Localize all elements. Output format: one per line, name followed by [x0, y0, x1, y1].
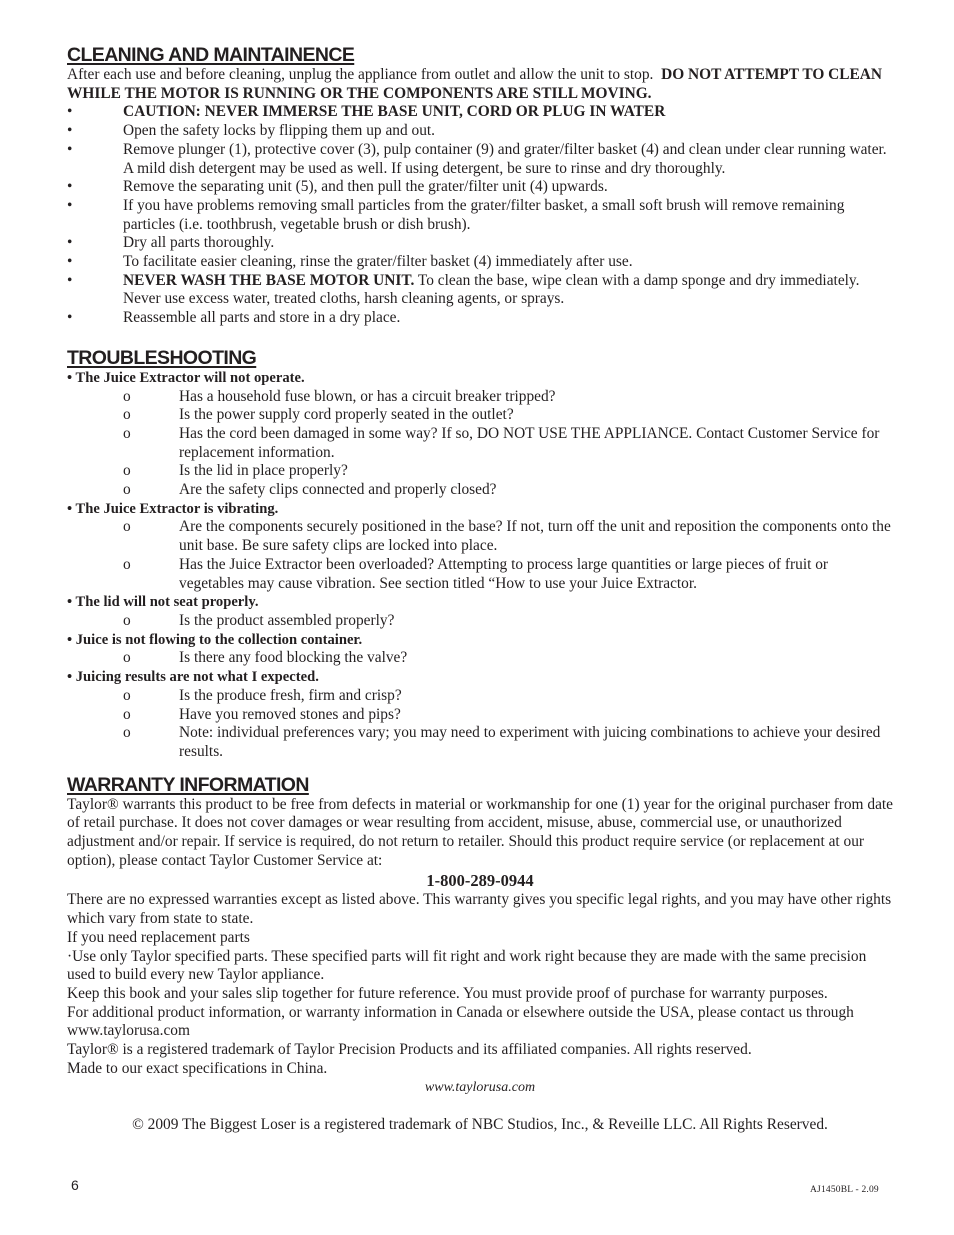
sub-bullet-marker: o [123, 406, 131, 424]
troubleshooting-check-text: Is the power supply cord properly seated in the outlet? [179, 406, 514, 424]
warranty-paragraph: If you need replacement parts [67, 928, 250, 946]
sub-bullet-marker: o [123, 555, 131, 573]
bullet-marker: • [67, 140, 73, 158]
troubleshooting-check-item [67, 481, 893, 500]
cleaning-list [67, 103, 893, 327]
cleaning-list-bold: CAUTION: NEVER IMMERSE THE BASE UNIT, CORD OR PLUG IN WATER [123, 103, 666, 121]
cleaning-list-item [67, 122, 893, 141]
cleaning-list-body: Remove plunger (1), protective cover (3), pulp container (9) and grater/filter basket (4) and clean under clear running water. A mild dish detergent may be used as well. If using detergent, be sure to rinse and dry thoroughly. [123, 140, 887, 177]
troubleshooting-check-item [67, 462, 893, 481]
cleaning-list-text [123, 309, 893, 328]
sub-bullet-marker: o [123, 462, 131, 480]
troubleshooting-check-item [67, 518, 893, 555]
troubleshooting-check-item [67, 649, 893, 668]
cleaning-list-body: To facilitate easier cleaning, rinse the grater/filter basket (4) immediately after use. [123, 253, 633, 271]
document-code: AJ1450BL - 2.09 [810, 1185, 879, 1195]
cleaning-list-item [67, 178, 893, 197]
cleaning-list-item [67, 253, 893, 272]
troubleshooting-check-text: Has the cord been damaged in some way? If so, DO NOT USE THE APPLIANCE. Contact Customer Service for replacement information. [179, 424, 880, 461]
troubleshooting-list [67, 369, 893, 762]
cleaning-list-item [67, 309, 893, 328]
cleaning-list-text [123, 122, 893, 141]
cleaning-intro-text: After each use and before cleaning, unplug the appliance from outlet and allow the unit to stop. [67, 66, 654, 83]
cleaning-list-item [67, 272, 893, 309]
troubleshooting-check-item [67, 612, 893, 631]
troubleshooting-question: • The lid will not seat properly. [67, 594, 259, 611]
troubleshooting-question: • Juicing results are not what I expected. [67, 669, 319, 686]
bullet-marker: • [67, 253, 73, 271]
sub-bullet-marker: o [123, 724, 131, 742]
cleaning-intro [67, 66, 893, 103]
troubleshooting-check-item [67, 425, 893, 462]
sub-bullet-marker: o [123, 705, 131, 723]
page-content [67, 44, 893, 1135]
bullet-marker: • [67, 271, 73, 289]
troubleshooting-check-text: Is the lid in place properly? [179, 462, 348, 480]
cleaning-list-item [67, 141, 893, 178]
cleaning-list-body: If you have problems removing small particles from the grater/filter basket, a small soft brush will remove remaining particles (i.e. toothbrush, vegetable brush or dish brush). [123, 196, 845, 233]
warranty-heading: WARRANTY INFORMATION [67, 773, 309, 796]
sub-bullet-marker: o [123, 424, 131, 442]
cleaning-list-text [123, 178, 893, 197]
cleaning-list-text [123, 103, 893, 122]
warranty-paragraph: Taylor® warrants this product to be free from defects in material or workmanship for one (1) year for the original purchaser from date of retail purchase. It does not cover damages or wear resulting from accident, misuse, abuse, commercial use, or unauthorized adjustment and/or repair. If service is required, do not return to retailer. Should this product require service (or replacement at our option), please contact Taylor Customer Service at: [67, 795, 894, 869]
cleaning-list-text [123, 141, 893, 178]
cleaning-list-body: Open the safety locks by flipping them up and out. [123, 122, 436, 140]
troubleshooting-question: • The Juice Extractor is vibrating. [67, 500, 279, 517]
bullet-marker: • [67, 178, 73, 196]
warranty-paragraph: Taylor® is a registered trademark of Taylor Precision Products and its affiliated companies. All rights reserved. [67, 1041, 752, 1059]
troubleshooting-check-text: Are the safety clips connected and properly closed? [179, 481, 497, 499]
troubleshooting-check-text: Is the product assembled properly? [179, 611, 395, 629]
cleaning-list-body: Remove the separating unit (5), and then pull the grater/filter unit (4) upwards. [123, 178, 608, 196]
warranty-paragraph: ·Use only Taylor specified parts. These specified parts will fit right and work right because they are made with the same precision used to build every new Taylor appliance. [67, 947, 867, 984]
warranty-paragraph: Keep this book and your sales slip together for future reference. You must provide proof of purchase for warranty purposes. [67, 984, 828, 1002]
troubleshooting-check-item [67, 406, 893, 425]
bullet-marker: • [67, 103, 73, 121]
bullet-marker: • [67, 122, 73, 140]
cleaning-list-body: Dry all parts thoroughly. [123, 234, 275, 252]
bullet-marker: • [67, 196, 73, 214]
sub-bullet-marker: o [123, 481, 131, 499]
sub-bullet-marker: o [123, 518, 131, 536]
cleaning-list-item [67, 103, 893, 122]
cleaning-list-body: To clean the base, wipe clean with a damp sponge and dry immediately. Never use excess water, treated cloths, harsh cleaning agents, or sprays. [123, 271, 860, 308]
troubleshooting-check-item [67, 388, 893, 407]
cleaning-list-text [123, 253, 893, 272]
troubleshooting-check-item [67, 556, 893, 593]
troubleshooting-check-item [67, 706, 893, 725]
troubleshooting-check-text: Have you removed stones and pips? [179, 705, 401, 723]
cleaning-list-text [123, 272, 893, 309]
troubleshooting-heading: TROUBLESHOOTING [67, 346, 257, 369]
warranty-paragraph: For additional product information, or warranty information in Canada or elsewhere outside the USA, please contact us through www.taylorusa.com [67, 1003, 854, 1040]
troubleshooting-check-item [67, 687, 893, 706]
troubleshooting-check-text: Is there any food blocking the valve? [179, 649, 408, 667]
cleaning-heading: CLEANING AND MAINTAINENCE [67, 44, 355, 66]
sub-bullet-marker: o [123, 387, 131, 405]
page-number: 6 [71, 1177, 79, 1193]
warranty-paragraph: There are no expressed warranties except as listed above. This warranty gives you specific legal rights, and you may have other rights which vary from state to state. [67, 891, 892, 928]
sub-bullet-marker: o [123, 611, 131, 629]
sub-bullet-marker: o [123, 686, 131, 704]
troubleshooting-check-text: Has a household fuse blown, or has a circuit breaker tripped? [179, 387, 556, 405]
troubleshooting-check-item [67, 724, 893, 761]
sub-bullet-marker: o [123, 649, 131, 667]
cleaning-list-bold: NEVER WASH THE BASE MOTOR UNIT. [123, 271, 415, 289]
troubleshooting-check-text: Note: individual preferences vary; you may need to experiment with juicing combinations to achieve your desired results. [179, 724, 881, 760]
troubleshooting-check-text: Has the Juice Extractor been overloaded? Attempting to process large quantities or large pieces of fruit or vegetables may cause vibration. See section titled “How to use your Juice Extractor. [179, 555, 829, 592]
troubleshooting-question: • Juice is not flowing to the collection container. [67, 631, 363, 648]
troubleshooting-question: • The Juice Extractor will not operate. [67, 369, 305, 386]
troubleshooting-check-text: Is the produce fresh, firm and crisp? [179, 686, 402, 704]
troubleshooting-check-text: Are the components securely positioned in the base? If not, turn off the unit and reposition the components onto the unit base. Be sure safety clips are locked into place. [179, 518, 891, 555]
cleaning-list-body: Reassemble all parts and store in a dry place. [123, 309, 401, 327]
customer-service-phone: 1-800-289-0944 [426, 871, 534, 891]
cleaning-list-item [67, 197, 893, 234]
copyright-notice: © 2009 The Biggest Loser is a registered trademark of NBC Studios, Inc., & Reveille LLC. All Rights Reserved. [132, 1116, 828, 1134]
cleaning-list-text [123, 234, 893, 253]
cleaning-list-text [123, 197, 893, 234]
website-link[interactable]: www.taylorusa.com [424, 1080, 536, 1096]
bullet-marker: • [67, 309, 73, 327]
cleaning-intro-warning: DO NOT ATTEMPT TO CLEAN WHILE THE MOTOR IS RUNNING OR THE COMPONENTS ARE STILL MOVING. [67, 66, 883, 102]
warranty-paragraph: Made to our exact specifications in China. [67, 1059, 328, 1077]
bullet-marker: • [67, 234, 73, 252]
cleaning-list-item [67, 234, 893, 253]
